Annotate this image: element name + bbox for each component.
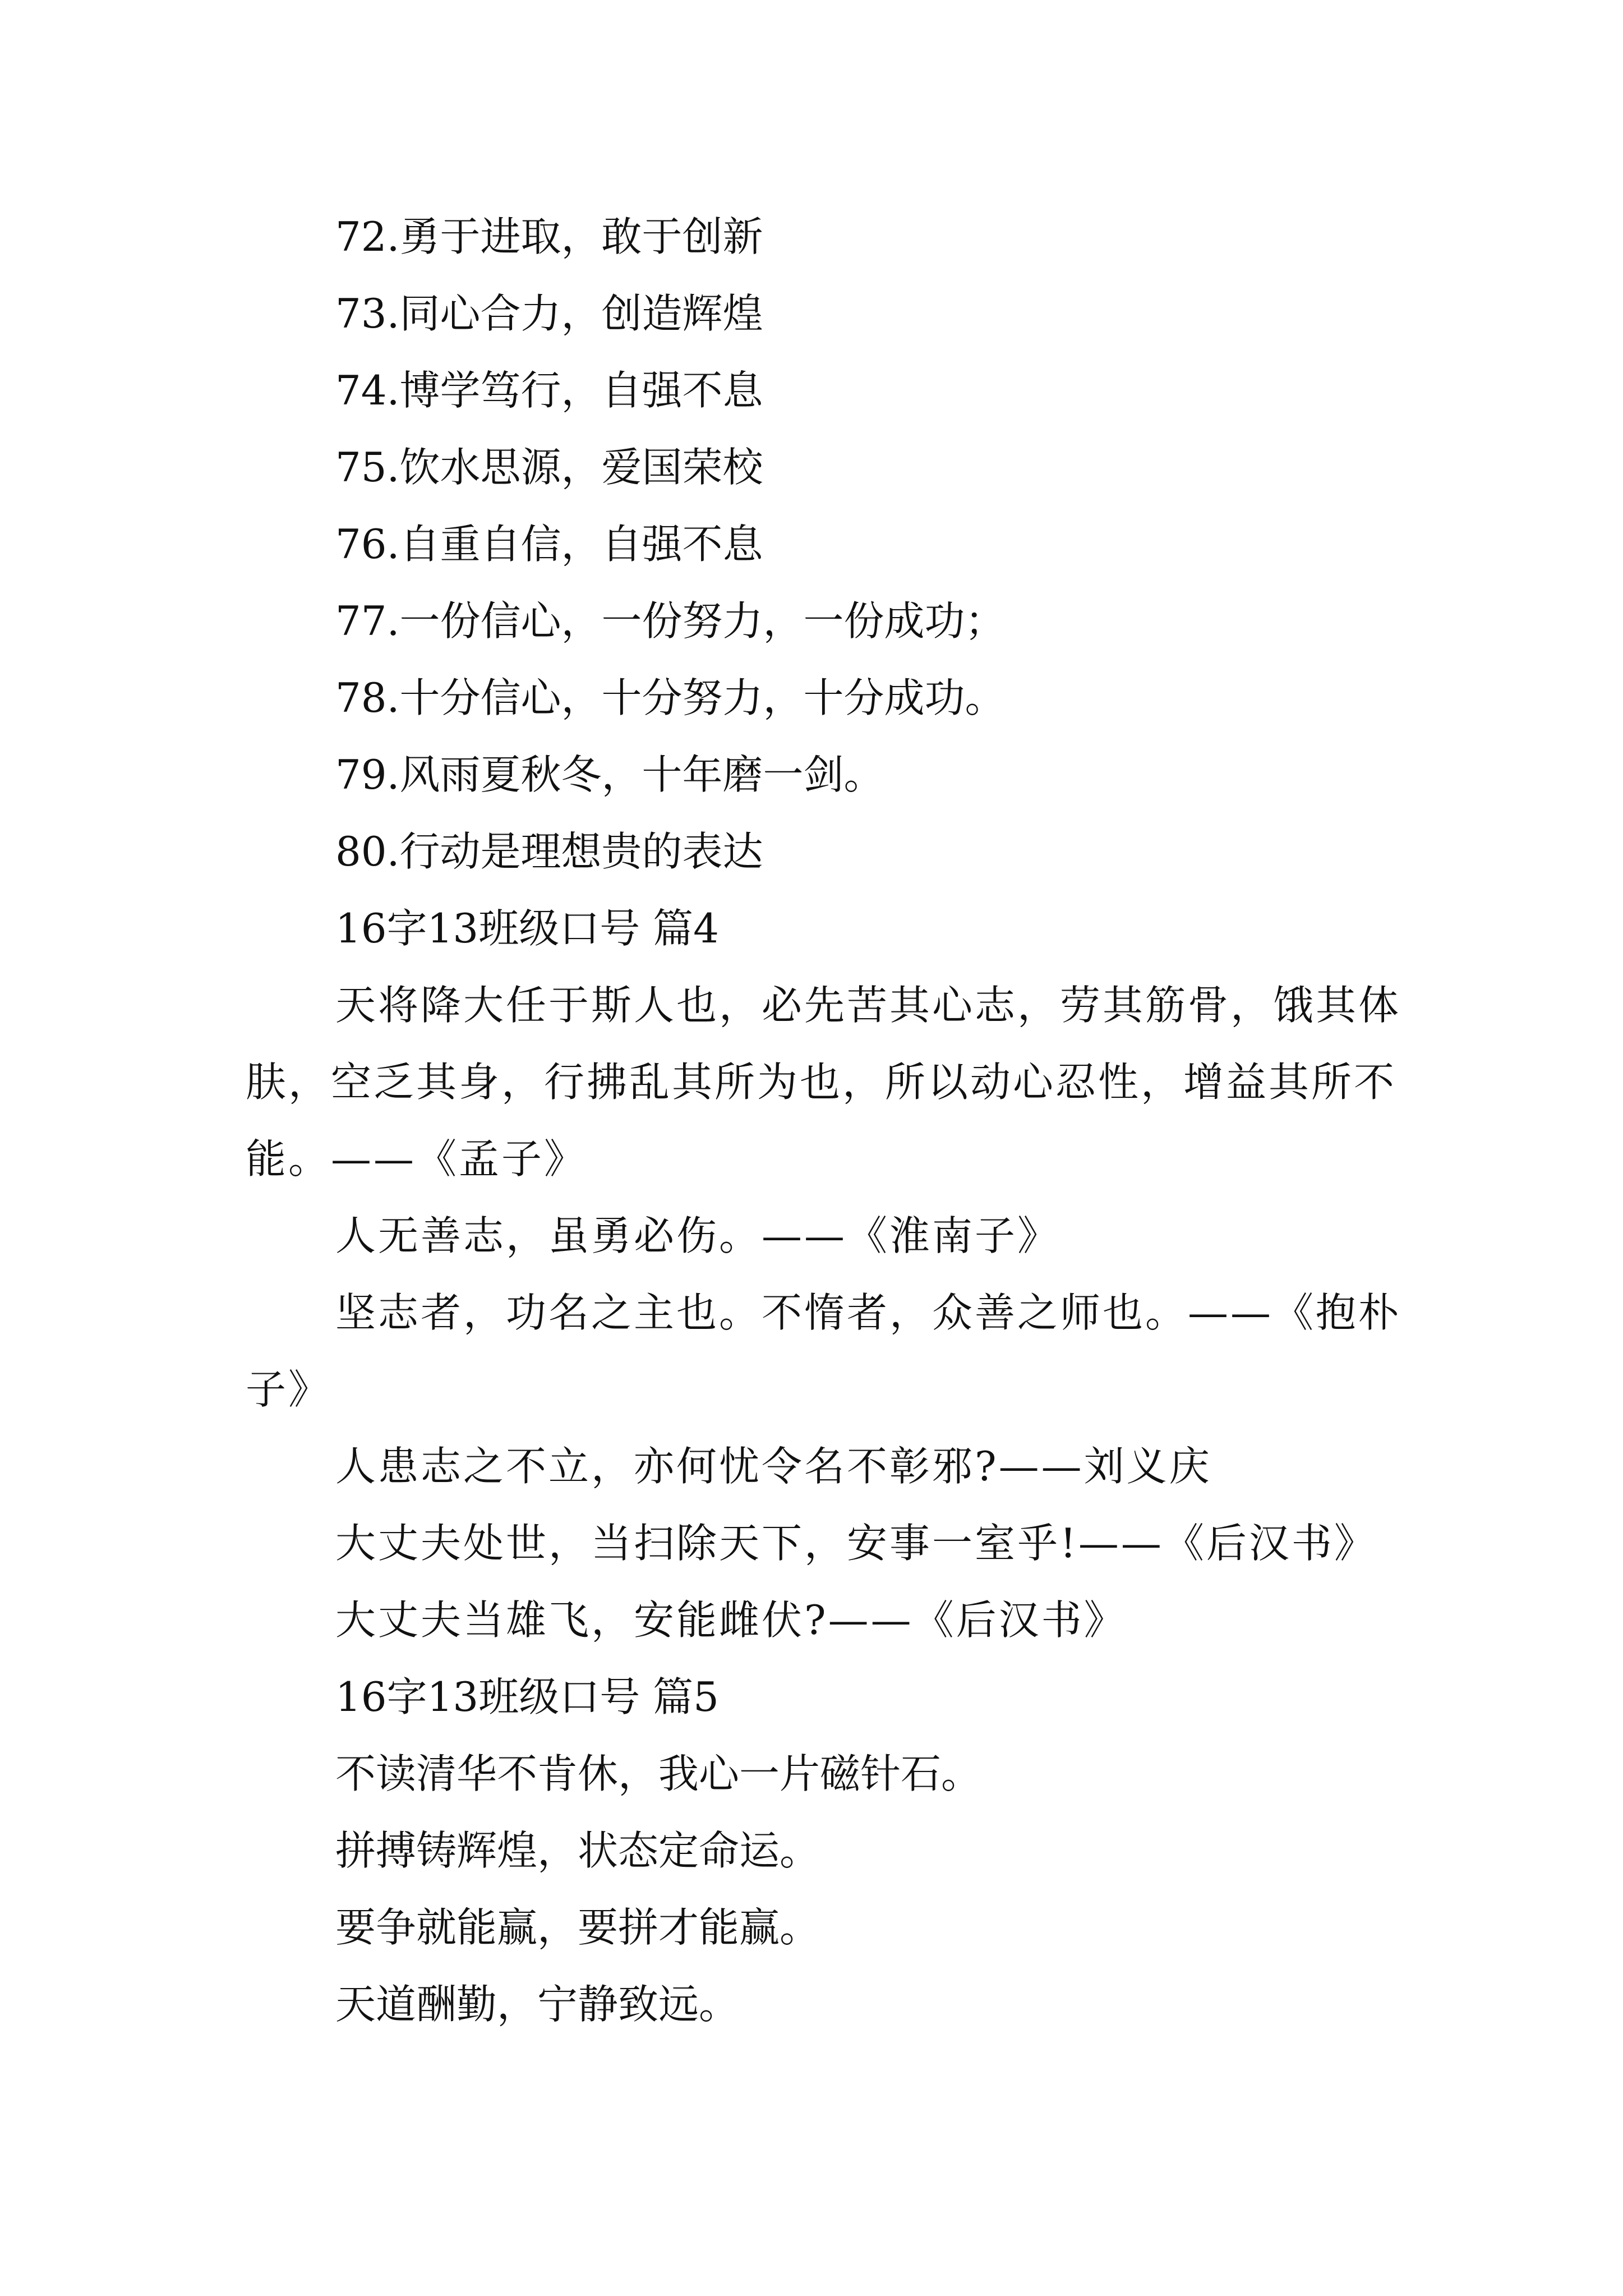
slogan-line: 75.饮水思源，爱国荣校 xyxy=(335,444,763,491)
slogan-line: 74.博学笃行，自强不息 xyxy=(335,367,763,414)
quote-paragraph: 大丈夫当雄飞，安能雌伏?——《后汉书》 xyxy=(335,1596,1127,1644)
slogan-line: 天道酬勤，宁静致远。 xyxy=(335,1981,740,2028)
section-heading: 16字13班级口号 篇5 xyxy=(335,1673,719,1720)
slogan-line: 73.同心合力，创造辉煌 xyxy=(335,290,763,337)
slogan-line: 80.行动是理想贵的表达 xyxy=(335,828,763,875)
quote-paragraph: 天将降大任于斯人也，必先苦其心志，劳其筋骨，饿其体肤，空乏其身，行拂乱其所为也，所以动心忍性，增益其所不能。——《孟子》 xyxy=(246,982,1401,1182)
slogan-line: 78.十分信心，十分努力，十分成功。 xyxy=(335,674,1006,721)
slogan-line: 要争就能赢，要拼才能赢。 xyxy=(335,1904,820,1951)
quote-paragraph: 大丈夫处世，当扫除天下，安事一室乎!——《后汉书》 xyxy=(335,1520,1377,1567)
quote-paragraph: 人患志之不立，亦何忧令名不彰邪?——刘义庆 xyxy=(335,1443,1212,1490)
slogan-line: 77.一份信心，一份努力，一份成功； xyxy=(335,597,1006,645)
slogan-line: 79.风雨夏秋冬，十年磨一剑。 xyxy=(335,751,884,798)
quote-paragraph: 人无善志，虽勇必伤。——《淮南子》 xyxy=(335,1212,1061,1259)
slogan-line: 拼搏铸辉煌，状态定命运。 xyxy=(335,1827,820,1874)
quote-paragraph: 坚志者，功名之主也。不惰者，众善之师也。——《抱朴子》 xyxy=(246,1289,1401,1413)
slogan-line: 72.勇于进取，敢于创新 xyxy=(335,213,763,260)
slogan-line: 76.自重自信，自强不息 xyxy=(335,521,763,568)
slogan-line: 不读清华不肯休，我心一片磁针石。 xyxy=(335,1750,982,1797)
document-content xyxy=(246,199,1401,2043)
section-heading: 16字13班级口号 篇4 xyxy=(335,905,719,952)
